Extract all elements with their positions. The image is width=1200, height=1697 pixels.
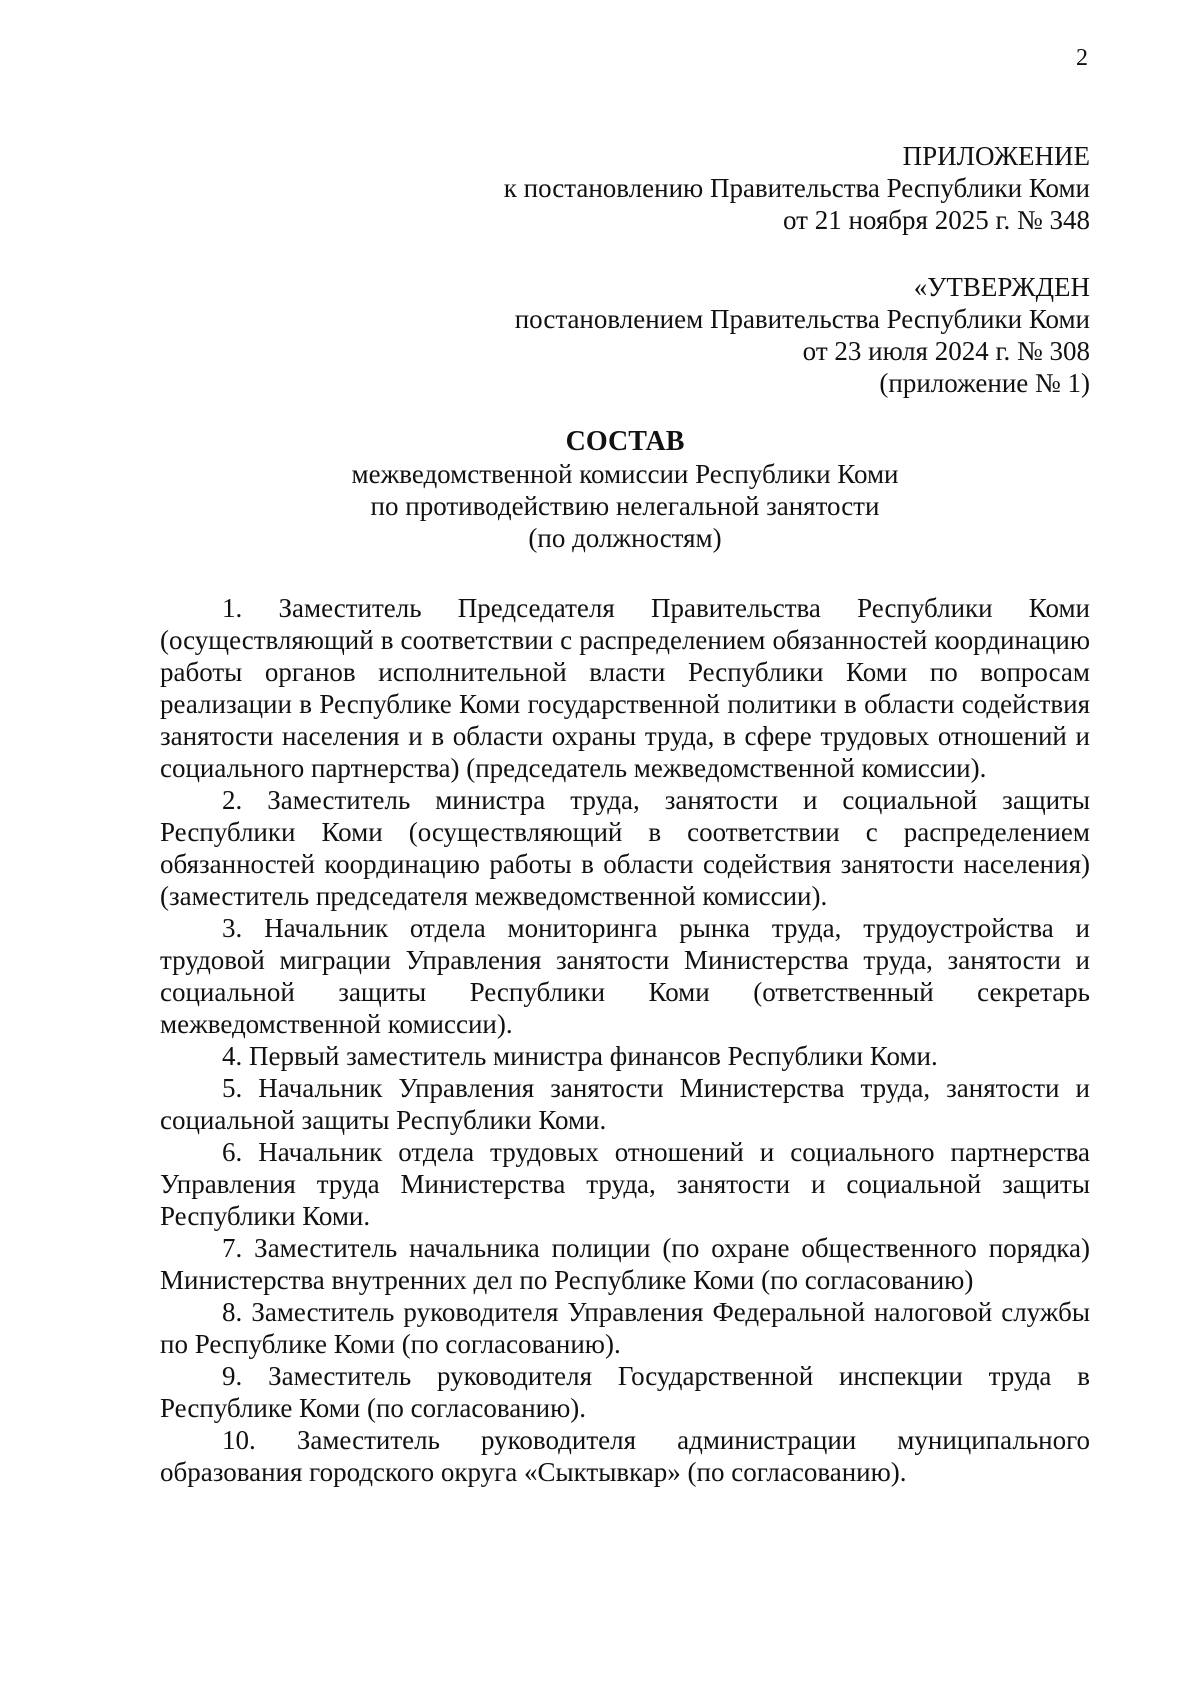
appendix-title: ПРИЛОЖЕНИЕ <box>902 141 1090 171</box>
list-item: 10. Заместитель руководителя администрации муниципального образования городского округа «Сыктывкар» (по согласованию). <box>160 1425 1090 1487</box>
list-item: 9. Заместитель руководителя Государственной инспекции труда в Республике Коми (по согласованию). <box>160 1361 1090 1423</box>
list-item: 6. Начальник отдела трудовых отношений и социального партнерства Управления труда Министерства труда, занятости и социальной защиты Республики Коми. <box>160 1137 1090 1231</box>
list-item: 2. Заместитель министра труда, занятости и социальной защиты Республики Коми (осуществляющий в соответствии с распределением обязанностей координацию работы в области содействия занятости населения) (заместитель председателя межведомственной комиссии). <box>160 785 1090 911</box>
page-number: 2 <box>1076 45 1088 71</box>
heading-line-1: межведомственной комиссии Республики Коми <box>351 459 899 489</box>
list-item: 8. Заместитель руководителя Управления Федеральной налоговой службы по Республике Коми (по согласованию). <box>160 1297 1090 1359</box>
approved-line-1: постановлением Правительства Республики Коми <box>514 304 1090 334</box>
heading-line-2: по противодействию нелегальной занятости <box>370 491 880 521</box>
document-heading <box>160 426 1090 554</box>
list-item: 1. Заместитель Председателя Правительства Республики Коми (осуществляющий в соответствии с распределением обязанностей координацию работы органов исполнительной власти Республики Коми по вопросам реализации в Республике Коми государственной политики в области содействия занятости населения и в области охраны труда, в сфере трудовых отношений и социального партнерства) (председатель межведомственной комиссии). <box>160 593 1090 783</box>
approved-title: «УТВЕРЖДЕН <box>913 272 1090 302</box>
approved-block <box>390 271 1090 399</box>
list-item: 4. Первый заместитель министра финансов Республики Коми. <box>222 1041 938 1071</box>
commission-members-list <box>160 592 1090 1488</box>
heading-line-3: (по должностям) <box>528 523 722 553</box>
approved-line-2: от 23 июля 2024 г. № 308 <box>802 336 1090 366</box>
list-item: 3. Начальник отдела мониторинга рынка труда, трудоустройства и трудовой миграции Управления занятости Министерства труда, занятости и социальной защиты Республики Коми (ответственный секретарь межведомственной комиссии). <box>160 913 1090 1039</box>
list-item: 5. Начальник Управления занятости Министерства труда, занятости и социальной защиты Республики Коми. <box>160 1073 1090 1135</box>
heading-title: СОСТАВ <box>565 426 685 457</box>
appendix-line-1: к постановлению Правительства Республики Коми <box>503 173 1090 203</box>
list-item: 7. Заместитель начальника полиции (по охране общественного порядка) Министерства внутренних дел по Республике Коми (по согласованию) <box>160 1233 1090 1295</box>
approved-line-3: (приложение № 1) <box>879 368 1090 398</box>
appendix-block <box>390 140 1090 236</box>
appendix-line-2: от 21 ноября 2025 г. № 348 <box>783 205 1090 235</box>
